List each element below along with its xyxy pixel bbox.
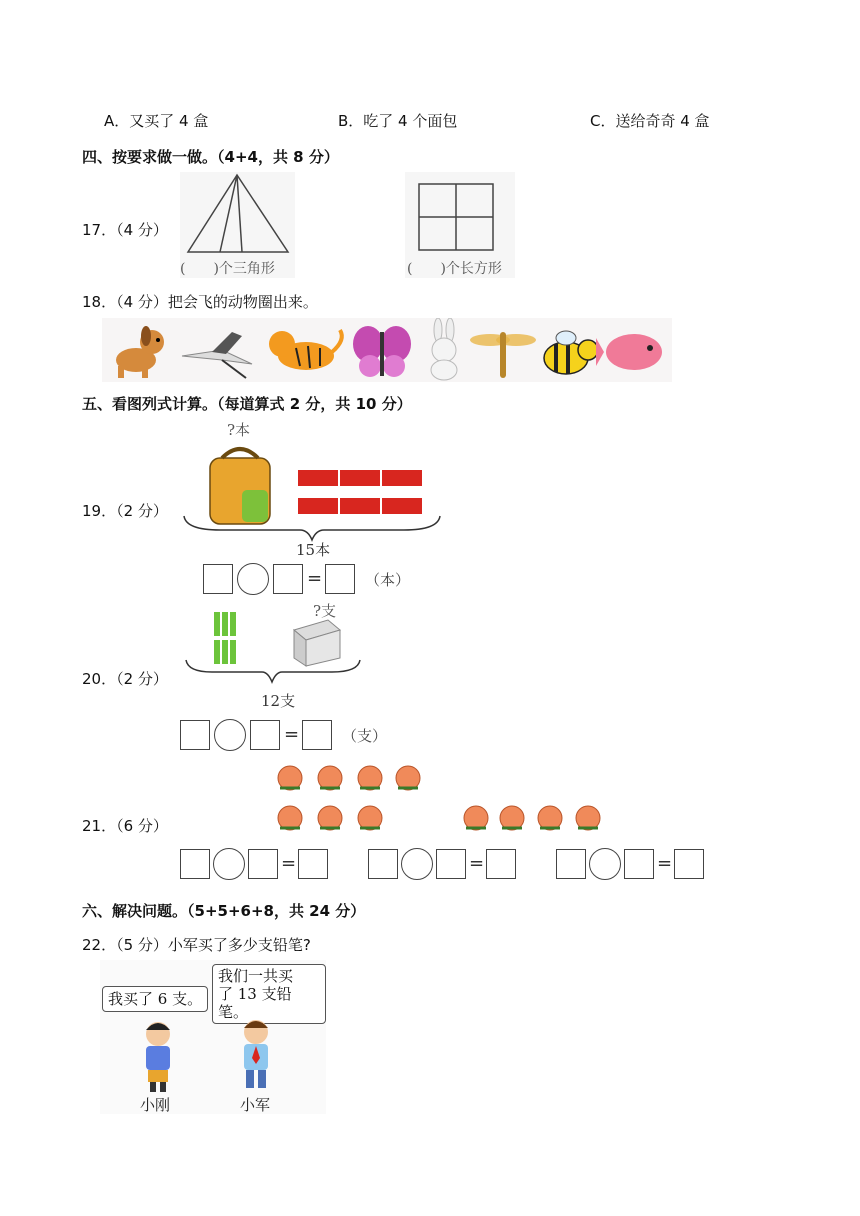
peach-icon [278,806,302,830]
peach-icon [318,806,342,830]
answer-box[interactable] [302,720,332,750]
answer-box[interactable] [674,849,704,879]
butterfly-icon[interactable] [353,326,411,377]
q20-question-label: ?支 [313,602,337,620]
boy-xiaojun-icon [244,1020,268,1088]
option-a: A．又买了 4 盒 [104,112,209,130]
answer-box[interactable] [273,564,303,594]
option-b: B．吃了 4 个面包 [338,112,458,130]
triangle-figure [180,172,295,278]
name-xiaogang: 小刚 [140,1096,171,1114]
answer-box[interactable] [556,849,586,879]
peach-icon [358,766,382,790]
q22-figure [100,960,326,1114]
bubble-line-1: 我们一共买 [218,967,294,985]
unit-label: （本） [365,570,411,589]
grid-rectangle-icon [405,172,515,258]
q20-number: 20．（2 分） [82,670,168,688]
answer-box[interactable] [436,849,466,879]
section-6-title: 六、解决问题。（5+5+6+8，共 24 分） [82,902,366,920]
peach-icon [576,806,600,830]
q17-number: 17．（4 分） [82,221,168,239]
q19-figure [180,440,442,550]
answer-box[interactable] [203,564,233,594]
brace [186,660,360,682]
triangle-count-label: ( )个三角形 [180,261,275,277]
q21-equations: = = = [180,848,704,880]
peach-icon [464,806,488,830]
section-4-title: 四、按要求做一做。（4+4，共 8 分） [82,148,339,166]
rabbit-icon[interactable] [431,318,457,380]
bubble-line-2: 了 13 支铅笔。 [218,985,292,1021]
q20-figure [182,608,362,694]
q19-equation: = （本） [203,563,410,595]
peach-icon [396,766,420,790]
tiger-icon[interactable] [269,330,342,370]
answer-box[interactable] [325,564,355,594]
q21-number: 21．（6 分） [82,817,168,835]
books-icon [298,470,422,514]
q19-total-label: 15本 [296,541,331,559]
dog-icon[interactable] [116,326,164,378]
peaches-figure [272,760,612,840]
backpack-icon [210,449,270,524]
pencils-icon [214,612,236,664]
boy-xiaogang-icon [146,1022,170,1092]
bee-icon[interactable] [544,331,598,374]
operator-circle[interactable] [214,719,246,751]
answer-box[interactable] [250,720,280,750]
q20-equation: = （支） [180,719,387,751]
q19-number: 19．（2 分） [82,502,168,520]
peach-icon [538,806,562,830]
speech-bubble-left: 我买了 6 支。 [102,986,208,1012]
q18-number: 18．（4 分）把会飞的动物圈出来。 [82,293,318,311]
q22-number: 22．（5 分）小军买了多少支铅笔? [82,936,311,954]
dragonfly-icon[interactable] [470,332,536,378]
answer-box[interactable] [180,720,210,750]
answer-box[interactable] [180,849,210,879]
box-icon [294,620,340,666]
operator-circle[interactable] [401,848,433,880]
answer-box[interactable] [248,849,278,879]
peach-icon [500,806,524,830]
section-5-title: 五、看图列式计算。（每道算式 2 分，共 10 分） [82,395,412,413]
peach-icon [318,766,342,790]
rectangle-count-label: ( )个长方形 [407,261,502,277]
rectangle-figure [405,172,515,278]
answer-box[interactable] [298,849,328,879]
peach-icon [278,766,302,790]
q19-question-label: ?本 [227,421,251,439]
crane-icon[interactable] [182,332,252,378]
operator-circle[interactable] [213,848,245,880]
unit-label: （支） [342,726,388,745]
operator-circle[interactable] [237,563,269,595]
answer-box[interactable] [368,849,398,879]
answer-box[interactable] [624,849,654,879]
peach-icon [358,806,382,830]
option-c: C．送给奇奇 4 盒 [590,112,710,130]
fish-icon[interactable] [596,334,662,370]
speech-bubble-right [212,964,326,1024]
operator-circle[interactable] [589,848,621,880]
answer-box[interactable] [486,849,516,879]
name-xiaojun: 小军 [240,1096,271,1114]
q20-total-label: 12支 [261,692,296,710]
animal-strip [102,318,672,382]
